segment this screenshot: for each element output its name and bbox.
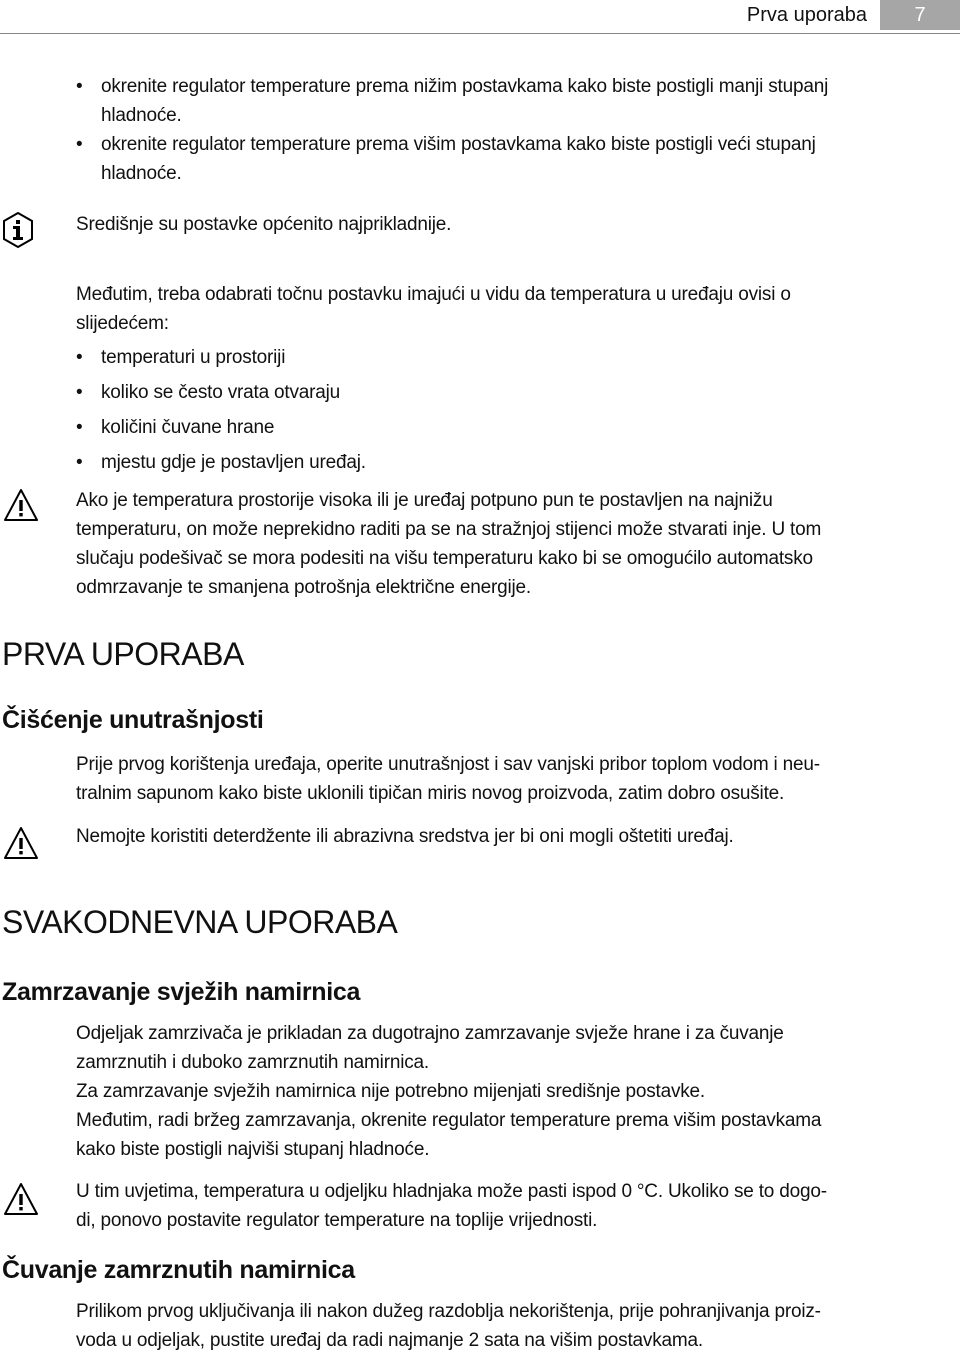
warning-temperature-text bbox=[76, 486, 821, 602]
paragraph-line: zamrznutih i duboko zamrznutih namirnica. bbox=[76, 1052, 429, 1073]
bullet-symbol: • bbox=[76, 134, 83, 155]
list-item-text: okrenite regulator temperature prema nižim postavkama kako biste postigli manji stupanj bbox=[101, 76, 829, 97]
info-icon bbox=[3, 212, 33, 253]
freezing-paragraph bbox=[76, 1019, 821, 1164]
paragraph-line: slijedećem: bbox=[76, 313, 169, 334]
info-note: Središnje su postavke općenito najprikladnije. bbox=[76, 214, 452, 235]
list-item-text: mjestu gdje je postavljen uređaj. bbox=[101, 452, 366, 473]
settings-paragraph bbox=[76, 280, 791, 338]
list-item bbox=[76, 410, 366, 445]
list-item-text: koliko se često vrata otvaraju bbox=[101, 382, 341, 403]
list-item bbox=[76, 375, 366, 410]
paragraph-line: Prilikom prvog uključivanja ili nakon dužeg razdoblja nekorištenja, prije pohranjivanja proiz- bbox=[76, 1301, 821, 1322]
paragraph-line: Prije prvog korištenja uređaja, operite unutrašnjost i sav vanjski pribor toplom vodom i neu- bbox=[76, 754, 820, 775]
paragraph-line: Međutim, treba odabrati točnu postavku imajući u vidu da temperatura u uređaju ovisi o bbox=[76, 284, 791, 305]
paragraph-line: Za zamrzavanje svježih namirnica nije potrebno mijenjati središnje postavke. bbox=[76, 1081, 705, 1102]
intro-bullet-list bbox=[76, 72, 956, 188]
list-item-text: hladnoće. bbox=[101, 163, 182, 184]
running-header-title: Prva uporaba bbox=[746, 4, 867, 26]
list-item-text: okrenite regulator temperature prema višim postavkama kako biste postigli veći stupanj bbox=[101, 134, 816, 155]
storing-paragraph bbox=[76, 1297, 821, 1355]
subheading-freezing: Zamrzavanje svježih namirnica bbox=[2, 978, 361, 1006]
paragraph-line: kako biste postigli najviši stupanj hladnoće. bbox=[76, 1139, 430, 1160]
paragraph-line: odmrzavanje te smanjena potrošnja električne energije. bbox=[76, 577, 531, 598]
warning-icon bbox=[3, 1182, 39, 1221]
header-divider bbox=[0, 33, 960, 34]
paragraph-line: Ako je temperatura prostorije visoka ili je uređaj potpuno pun te postavljen na najnižu bbox=[76, 490, 773, 511]
section-heading-daily-use: SVAKODNEVNA UPORABA bbox=[2, 904, 398, 940]
list-item-text: hladnoće. bbox=[101, 105, 182, 126]
bullet-symbol: • bbox=[76, 452, 83, 473]
section-heading-first-use: PRVA UPORABA bbox=[2, 636, 244, 672]
list-item bbox=[76, 445, 366, 480]
paragraph-line: tralnim sapunom kako biste uklonili tipičan miris novog proizvoda, zatim dobro osušite. bbox=[76, 783, 785, 804]
warning-icon bbox=[3, 826, 39, 865]
freezing-warning-text bbox=[76, 1177, 827, 1235]
bullet-symbol: • bbox=[76, 382, 83, 403]
paragraph-line: U tim uvjetima, temperatura u odjeljku hladnjaka može pasti ispod 0 °C. Ukoliko se to dogo- bbox=[76, 1181, 827, 1202]
warning-icon bbox=[3, 488, 39, 527]
bullet-symbol: • bbox=[76, 417, 83, 438]
subheading-cleaning: Čišćenje unutrašnjosti bbox=[2, 706, 264, 734]
paragraph-line: Međutim, radi bržeg zamrzavanja, okrenite regulator temperature prema višim postavkama bbox=[76, 1110, 822, 1131]
subheading-storing: Čuvanje zamrznutih namirnica bbox=[2, 1256, 355, 1284]
paragraph-line: voda u odjeljak, pustite uređaj da radi najmanje 2 sata na višim postavkama. bbox=[76, 1330, 703, 1351]
list-item-text: temperaturi u prostoriji bbox=[101, 347, 286, 368]
cleaning-paragraph bbox=[76, 750, 820, 808]
bullet-symbol: • bbox=[76, 76, 83, 97]
factors-list bbox=[76, 340, 366, 480]
paragraph-line: Odjeljak zamrzivača je prikladan za dugotrajno zamrzavanje svježe hrane i za čuvanje bbox=[76, 1023, 784, 1044]
list-item bbox=[76, 130, 956, 188]
list-item-text: količini čuvane hrane bbox=[101, 417, 275, 438]
paragraph-line: slučaju podešivač se mora podesiti na višu temperaturu kako bi se omogućilo automatsko bbox=[76, 548, 813, 569]
paragraph-line: di, ponovo postavite regulator temperature na toplije vrijednosti. bbox=[76, 1210, 598, 1231]
list-item bbox=[76, 72, 956, 130]
page-number-badge: 7 bbox=[880, 0, 960, 30]
list-item bbox=[76, 340, 366, 375]
bullet-symbol: • bbox=[76, 347, 83, 368]
cleaning-warning-text: Nemojte koristiti deterdžente ili abrazivna sredstva jer bi oni mogli oštetiti uređaj. bbox=[76, 826, 734, 847]
paragraph-line: temperaturu, on može neprekidno raditi pa se na stražnjoj stijenci može stvarati inje. U tom bbox=[76, 519, 822, 540]
